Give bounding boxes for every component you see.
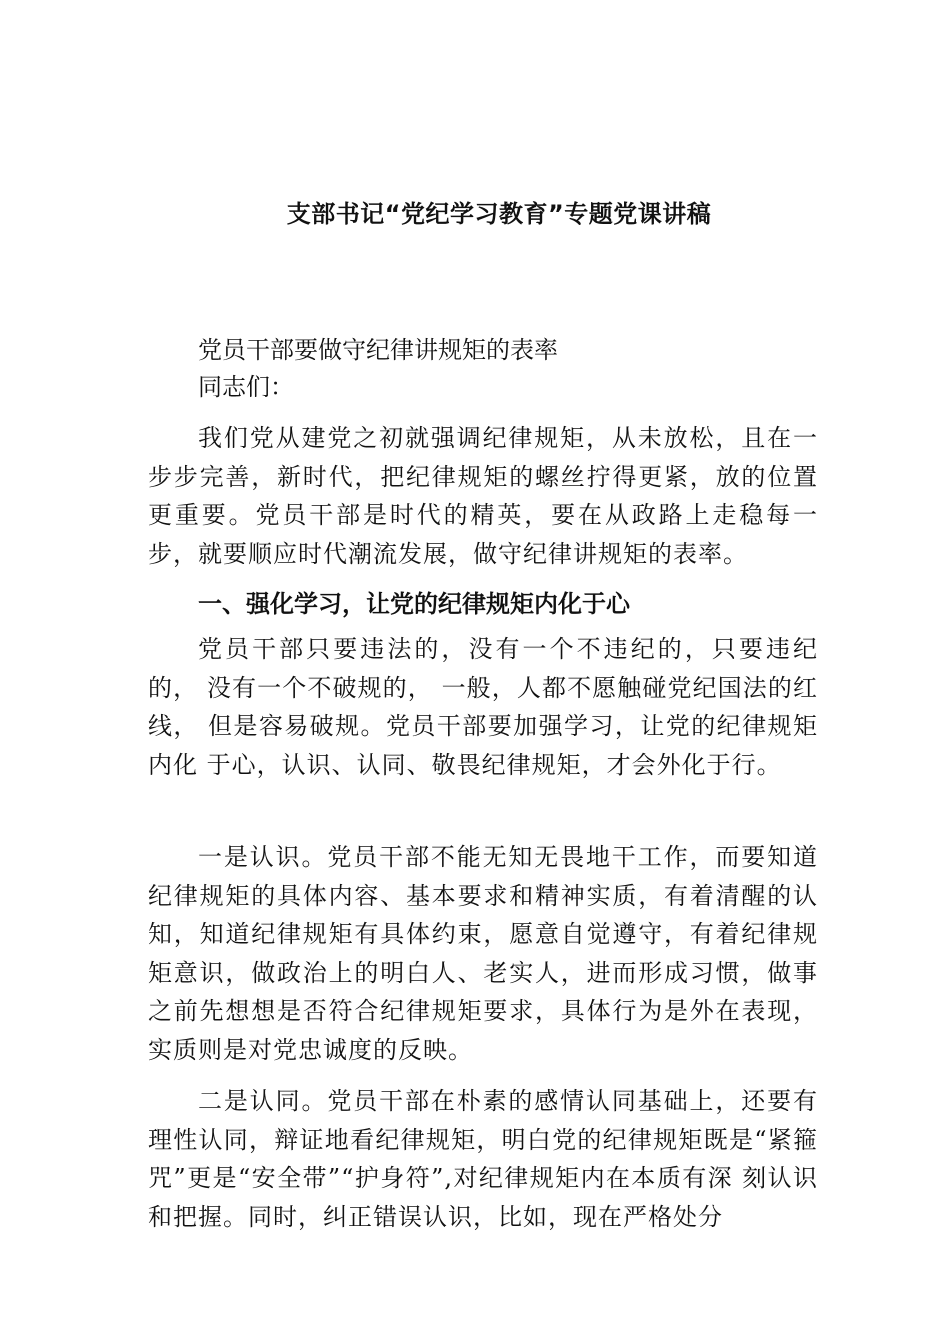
paragraph-section-intro: 党员干部只要违法的，没有一个不违纪的，只要违纪的， 没有一个不破规的， 一般，人都不愿触碰党纪国法的红线， 但是容易破规。党员干部要加强学习，让党的纪律规矩内化 于心，认识、认同、敬畏纪律规矩，才会外化于行。 — [148, 635, 818, 779]
salutation: 同志们： — [198, 373, 294, 401]
paragraph-identification: 二是认同。党员干部在朴素的感情认同基础上，还要有理性认同，辩证地看纪律规矩，明白党的纪律规矩既是“紧箍咒”更是“安全带”“护身符”,对纪律规矩内在本质有深 刻认识和把握。同时，纠正错误认识，比如，现在严格处分 — [148, 1087, 818, 1231]
paragraph-recognition: 一是认识。党员干部不能无知无畏地干工作，而要知道纪律规矩的具体内容、基本要求和精神实质，有着清醒的认知，知道纪律规矩有具体约束，愿意自觉遵守，有着纪律规矩意识，做政治上的明白人、老实人，进而形成习惯，做事之前先想想是否符合纪律规矩要求，具体行为是外在表现，实质则是对党忠诚度的反映。 — [148, 843, 818, 1064]
document-subtitle: 党员干部要做守纪律讲规矩的表率 — [198, 336, 558, 364]
document-title: 支部书记“党纪学习教育”专题党课讲稿 — [286, 200, 712, 228]
section-heading: 一、强化学习，让党的纪律规矩内化于心 — [198, 590, 630, 618]
paragraph-intro: 我们党从建党之初就强调纪律规矩，从未放松，且在一步步完善，新时代，把纪律规矩的螺丝拧得更紧，放的位置更重要。党员干部是时代的精英，要在从政路上走稳每一步，就要顺应时代潮流发展，做守纪律讲规矩的表率。 — [148, 424, 818, 568]
